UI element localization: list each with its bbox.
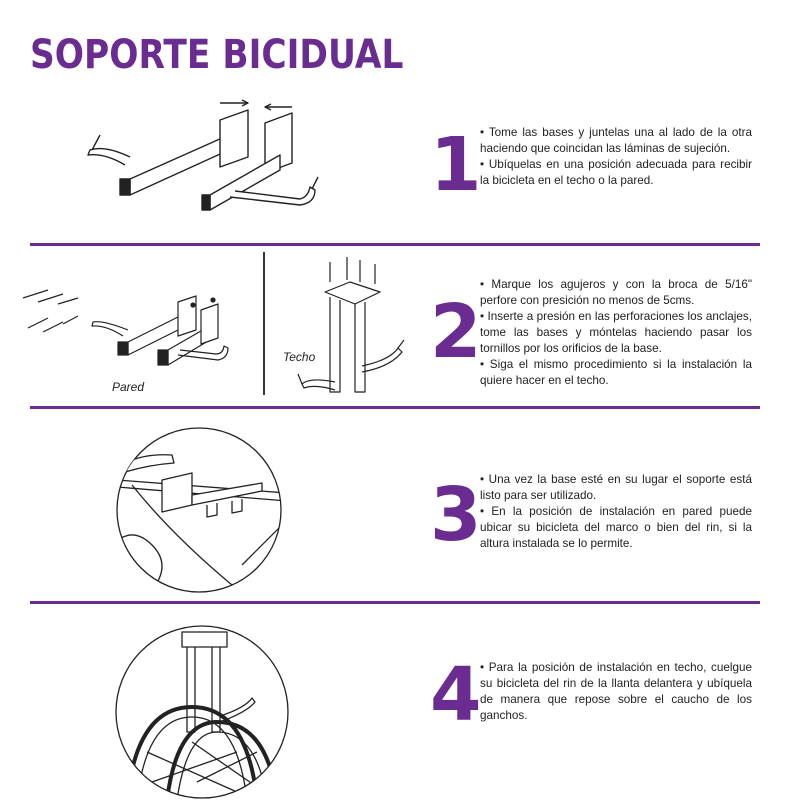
step-2-text <box>480 277 752 389</box>
ceiling-caption: Techo <box>283 350 316 364</box>
step-1-bullet-1: • Tome las bases y juntelas una al lado de la otra haciendo que coincidan las láminas de sujeción. <box>480 126 752 155</box>
step-2-bullet-1: • Marque los agujeros y con la broca de 5/16" perfore con presición no menos de 5cms. <box>480 278 752 307</box>
step-4-text <box>480 660 752 724</box>
step-3-illustration <box>112 425 287 595</box>
step-1-bullet-2: • Ubíquelas en una posición adecuada para recibir la bicicleta en el techo o la pared. <box>480 158 752 187</box>
section-divider-3 <box>30 601 760 604</box>
section-divider-1 <box>30 243 760 246</box>
page-title: SOPORTE BICIDUAL <box>30 32 404 78</box>
step-2-ceiling-illustration <box>290 252 420 402</box>
step-3-bullet-2: • En la posición de instalación en pared puede ubicar su bicicleta del marco o bien del rin, si la altura instalada se lo permite. <box>480 505 752 550</box>
section-divider-2 <box>30 406 760 409</box>
step-2-bullet-3: • Siga el mismo procedimiento si la instalación la quiere hacer en el techo. <box>480 358 752 387</box>
step-1-illustration <box>70 95 350 235</box>
wall-caption: Pared <box>112 380 145 394</box>
step-3-bullet-1: • Una vez la base esté en su lugar el soporte está listo para ser utilizado. <box>480 473 752 502</box>
step-4-number: 4 <box>430 652 482 738</box>
step-1-text <box>480 125 752 189</box>
step-4-illustration <box>107 612 297 800</box>
step-3-text <box>480 472 752 552</box>
step-3-number: 3 <box>430 472 482 558</box>
step-4-bullet-1: • Para la posición de instalación en techo, cuelgue su bicicleta del rin de la llanta delantera y ubíquela de manera que repose sobre el caucho de los ganchos. <box>480 661 752 722</box>
step-1-number: 1 <box>430 122 482 208</box>
step-2-number: 2 <box>430 289 482 375</box>
step-2-bullet-2: • Inserte a presión en las perforaciones los anclajes, tome las bases y móntelas haciendo pasar los tornillos por los orificios de la base. <box>480 310 752 355</box>
step-2-wall-illustration <box>18 280 243 380</box>
figure-divider <box>263 252 265 395</box>
